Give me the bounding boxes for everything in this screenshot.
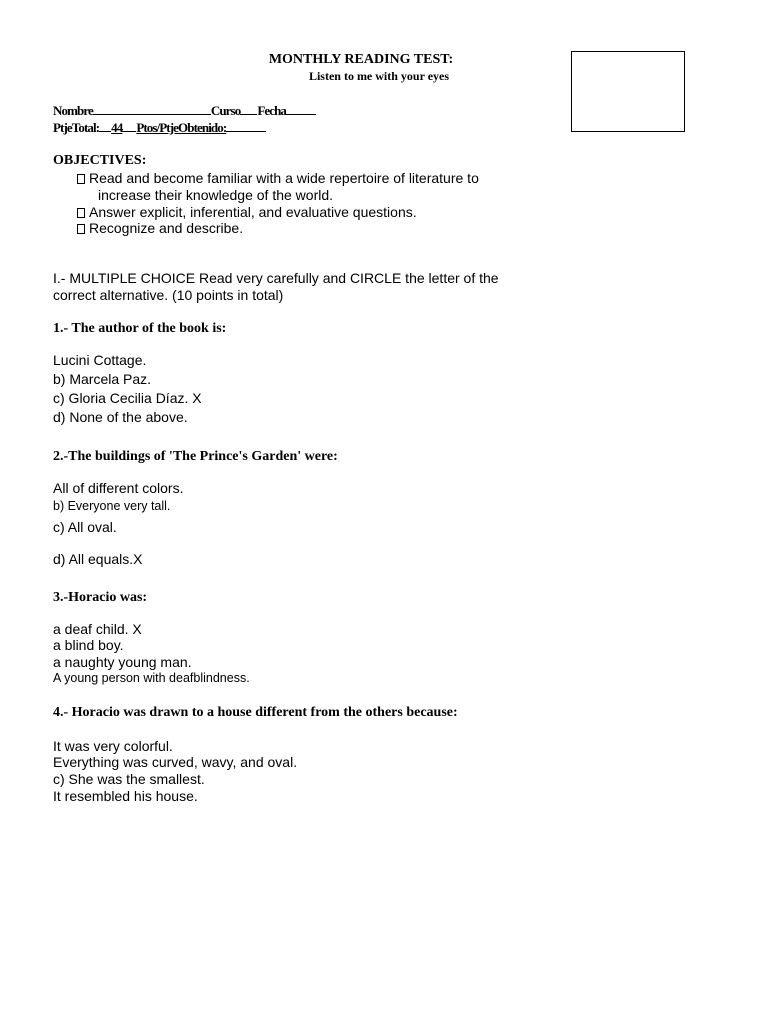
score-info-line [53, 120, 266, 136]
curso-label: Curso [210, 103, 241, 118]
fecha-label: Fecha [257, 103, 287, 118]
question-4-option[interactable]: Everything was curved, wavy, and oval. [53, 754, 298, 770]
objective-item [77, 220, 243, 236]
test-subtitle: Listen to me with your eyes [308, 69, 450, 83]
question-1-title: 1.- The author of the book is: [53, 321, 227, 336]
question-2-option[interactable]: All of different colors. [53, 480, 184, 496]
question-4-option[interactable]: It was very colorful. [53, 738, 173, 754]
objective-item-continued: increase their knowledge of the world. [98, 187, 334, 203]
name-field[interactable] [93, 103, 211, 115]
objective-text: Answer explicit, inferential, and evaluative questions. [89, 204, 417, 220]
question-2-option[interactable]: d) All equals.X [53, 551, 143, 567]
question-2-option[interactable]: b) Everyone very tall. [53, 499, 171, 513]
question-3-option[interactable]: a deaf child. X [53, 621, 142, 637]
bullet-box-icon [77, 224, 85, 234]
ptje-total-blank-right [122, 120, 136, 132]
section-instructions-line2: correct alternative. (10 points in total) [53, 287, 284, 303]
objectives-heading: OBJECTIVES: [53, 153, 147, 168]
objective-item [77, 204, 417, 220]
bullet-box-icon [77, 208, 85, 218]
objective-text: Read and become familiar with a wide repertoire of literature to [89, 170, 479, 186]
question-4-option[interactable]: c) She was the smallest. [53, 771, 205, 787]
question-1-option[interactable]: Lucini Cottage. [53, 352, 147, 368]
bullet-box-icon [77, 174, 85, 184]
question-2-title: 2.-The buildings of 'The Prince's Garden' were: [53, 449, 338, 464]
student-info-line [53, 103, 316, 119]
test-title: MONTHLY READING TEST: [268, 52, 454, 67]
question-3-option[interactable]: a blind boy. [53, 637, 124, 653]
question-1-option[interactable]: c) Gloria Cecilia Díaz. X [53, 390, 202, 406]
question-1-option[interactable]: b) Marcela Paz. [53, 371, 152, 387]
ptje-obtenido-field[interactable] [226, 120, 266, 132]
question-3-option[interactable]: A young person with deafblindness. [53, 671, 250, 685]
question-4-title: 4.- Horacio was drawn to a house different from the others because: [53, 705, 458, 720]
name-label: Nombre [53, 103, 93, 118]
question-3-title: 3.-Horacio was: [53, 590, 148, 605]
section-instructions-line1: I.- MULTIPLE CHOICE Read very carefully and CIRCLE the letter of the [53, 270, 499, 286]
question-3-option[interactable]: a naughty young man. [53, 654, 192, 670]
ptje-total-label: PtjeTotal: [53, 120, 100, 135]
question-2-option[interactable]: c) All oval. [53, 519, 117, 535]
score-box [571, 51, 685, 132]
question-1-option[interactable]: d) None of the above. [53, 409, 188, 425]
objective-text: Recognize and describe. [89, 220, 244, 236]
curso-field[interactable] [240, 103, 257, 115]
ptje-total-value: 44 [111, 120, 123, 135]
fecha-field[interactable] [286, 103, 316, 115]
question-4-option[interactable]: It resembled his house. [53, 788, 198, 804]
ptos-label: Ptos/PtjeObtenido: [136, 120, 227, 135]
ptje-total-blank-left [99, 120, 111, 132]
objective-item [77, 170, 479, 186]
